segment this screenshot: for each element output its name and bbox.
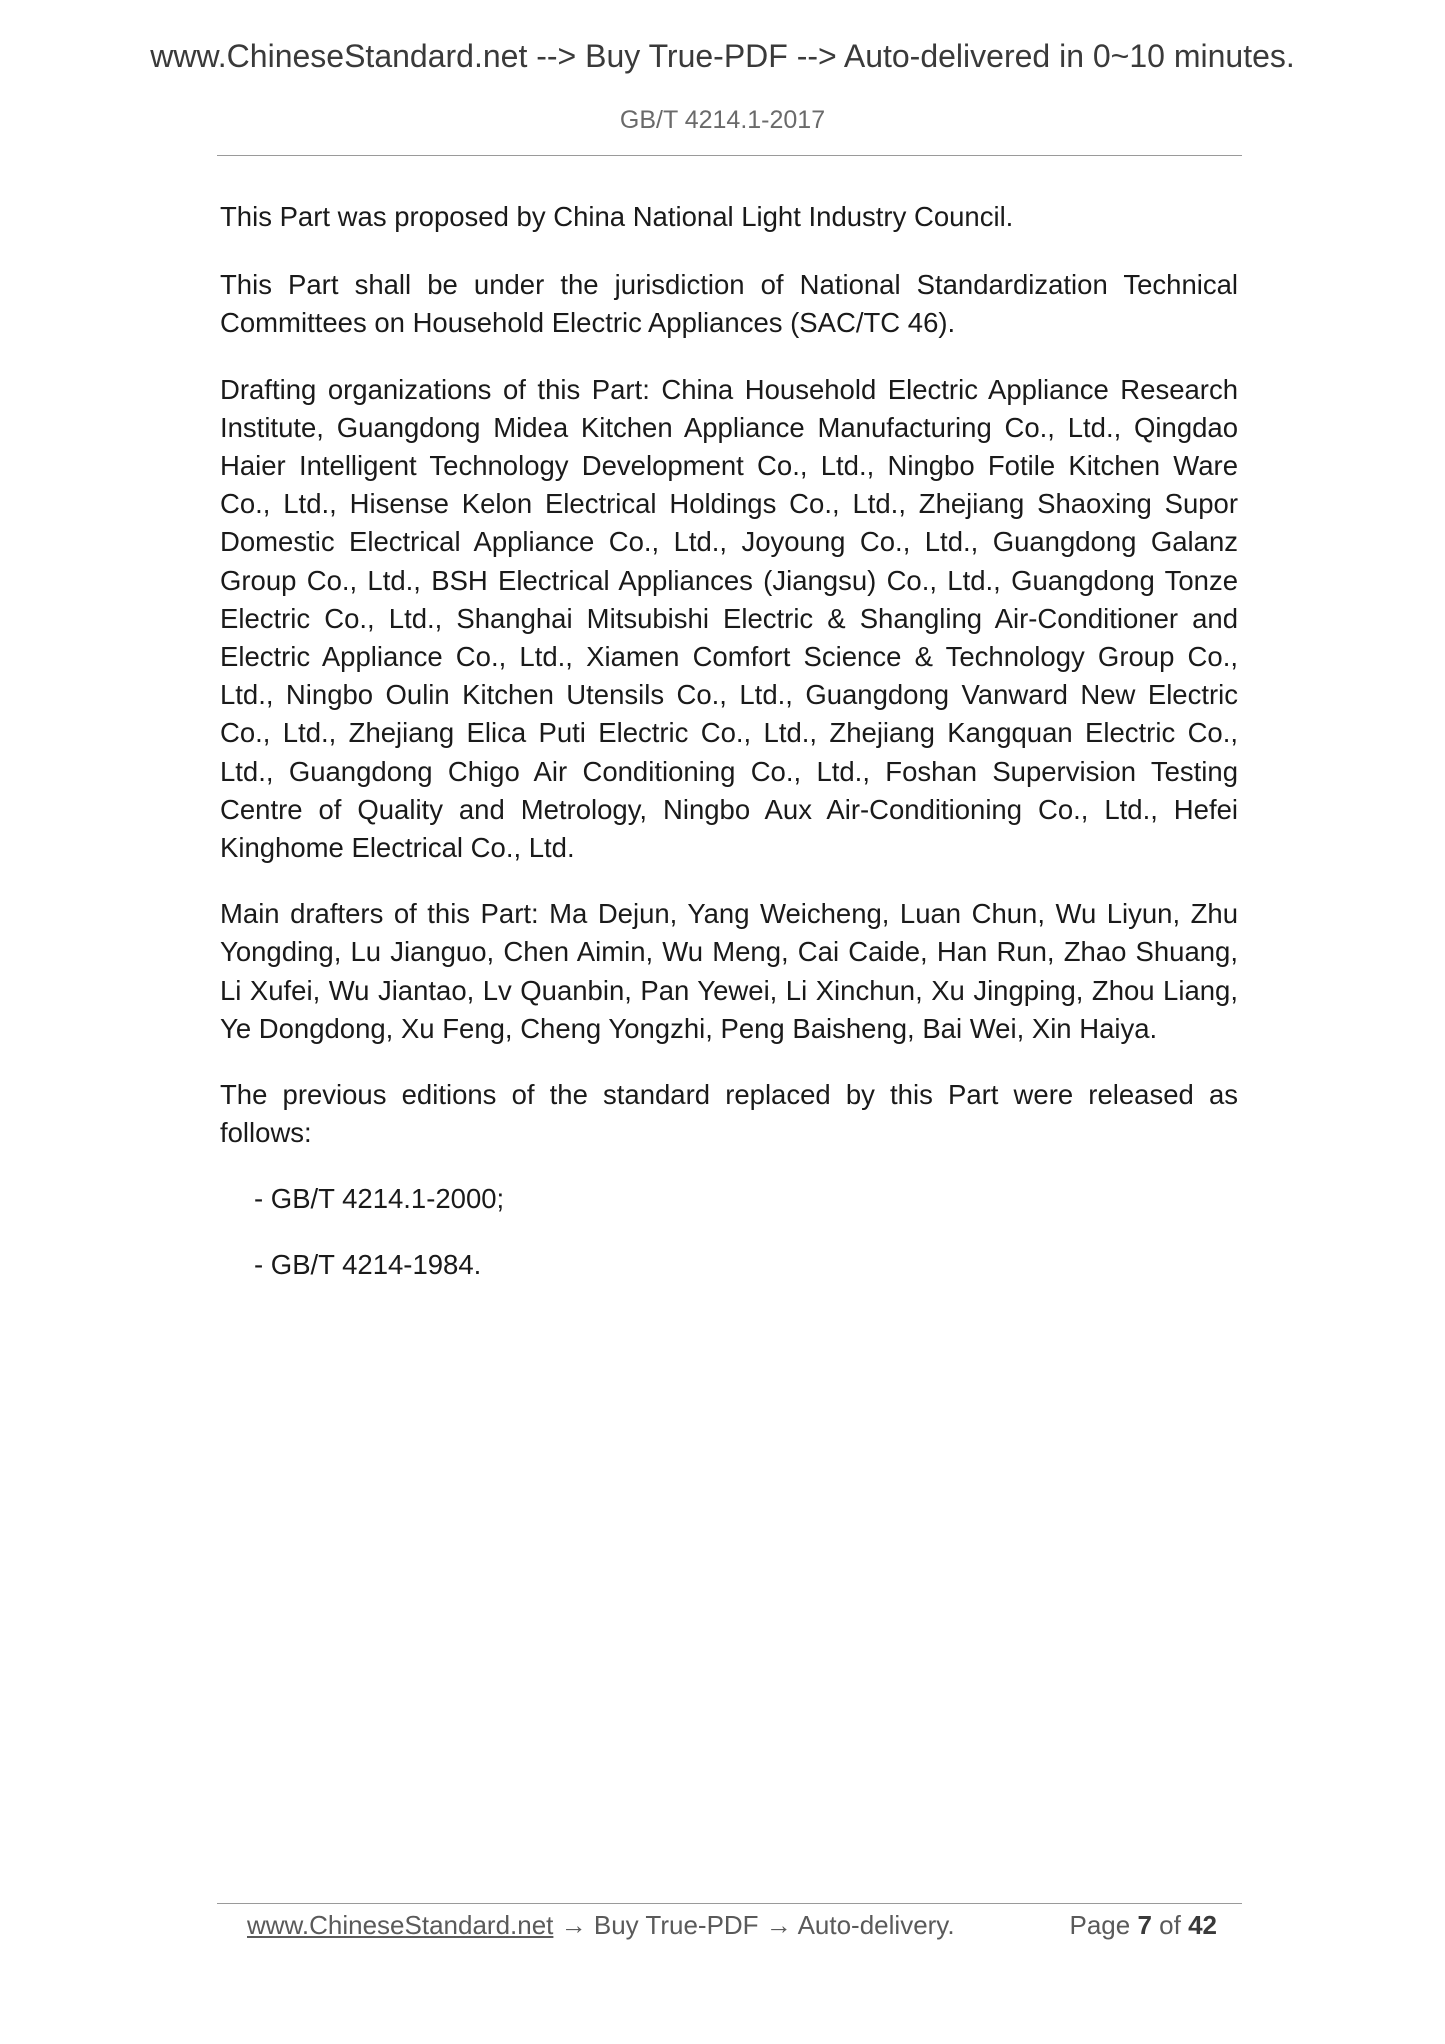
paragraph-proposed: This Part was proposed by China National Light Industry Council. [220, 201, 1014, 232]
page-of: of [1159, 1910, 1181, 1940]
footer-divider [217, 1903, 1242, 1904]
paragraph-jurisdiction: This Part shall be under the jurisdiction of National Standardization Technical Committees on Household Electric Appliances (SAC/TC 46). [220, 269, 1238, 339]
footer-website-link[interactable]: www.ChineseStandard.net [247, 1910, 554, 1940]
paragraph-drafting-organizations: Drafting organizations of this Part: China Household Electric Appliance Research Institute, Guangdong Midea Kitchen Appliance Manufacturing Co., Ltd., Qingdao Haier Intelligent Technology Development Co., Ltd., Ningbo Fotile Kitchen Ware Co., Ltd., Hisense Kelon Electrical Holdings Co., Ltd., Zhejiang Shaoxing Supor Domestic Electrical Appliance Co., Ltd., Joyoung Co., Ltd., Guangdong Galanz Group Co., Ltd., BSH Electrical Appliances (Jiangsu) Co., Ltd., Guangdong Tonze Electric Co., Ltd., Shanghai Mitsubishi Electric & Shangling Air-Conditioner and Electric Appliance Co., Ltd., Xiamen Comfort Science & Technology Group Co., Ltd., Ningbo Oulin Kitchen Utensils Co., Ltd., Guangdong Vanward New Electric Co., Ltd., Zhejiang Elica Puti Electric Co., Ltd., Zhejiang Kangquan Electric Co., Ltd., Guangdong Chigo Air Conditioning Co., Ltd., Foshan Supervision Testing Centre of Quality and Metrology, Ningbo Aux Air-Conditioning Co., Ltd., Hefei Kinghome Electrical Co., Ltd. [220, 373, 1238, 864]
standard-code: GB/T 4214.1-2017 [619, 106, 826, 134]
document-body [220, 198, 1238, 1312]
page-label: Page [1069, 1910, 1131, 1940]
footer-tagline: → Buy True-PDF → Auto-delivery. [553, 1910, 955, 1940]
page-current: 7 [1137, 1910, 1152, 1940]
page-total: 42 [1188, 1910, 1217, 1940]
list-item: - GB/T 4214-1984. [254, 1249, 482, 1281]
paragraph-main-drafters: Main drafters of this Part: Ma Dejun, Yang Weicheng, Luan Chun, Wu Liyun, Zhu Yongding, Lu Jianguo, Chen Aimin, Wu Meng, Cai Caide, Han Run, Zhao Shuang, Li Xufei, Wu Jiantao, Lv Quanbin, Pan Yewei, Li Xinchun, Xu Jingping, Zhou Liang, Ye Dongdong, Xu Feng, Cheng Yongzhi, Peng Baisheng, Bai Wei, Xin Haiya. [220, 898, 1238, 1044]
list-item: - GB/T 4214.1-2000; [254, 1183, 505, 1215]
previous-editions-list [220, 1180, 1238, 1284]
page-indicator [1069, 1910, 1217, 1941]
header-divider [217, 155, 1242, 156]
paragraph-previous-editions: The previous editions of the standard replaced by this Part were released as follows: [220, 1079, 1238, 1149]
top-banner: www.ChineseStandard.net --> Buy True-PDF --> Auto-delivered in 0~10 minutes. [150, 38, 1295, 74]
footer-promo [247, 1910, 955, 1941]
